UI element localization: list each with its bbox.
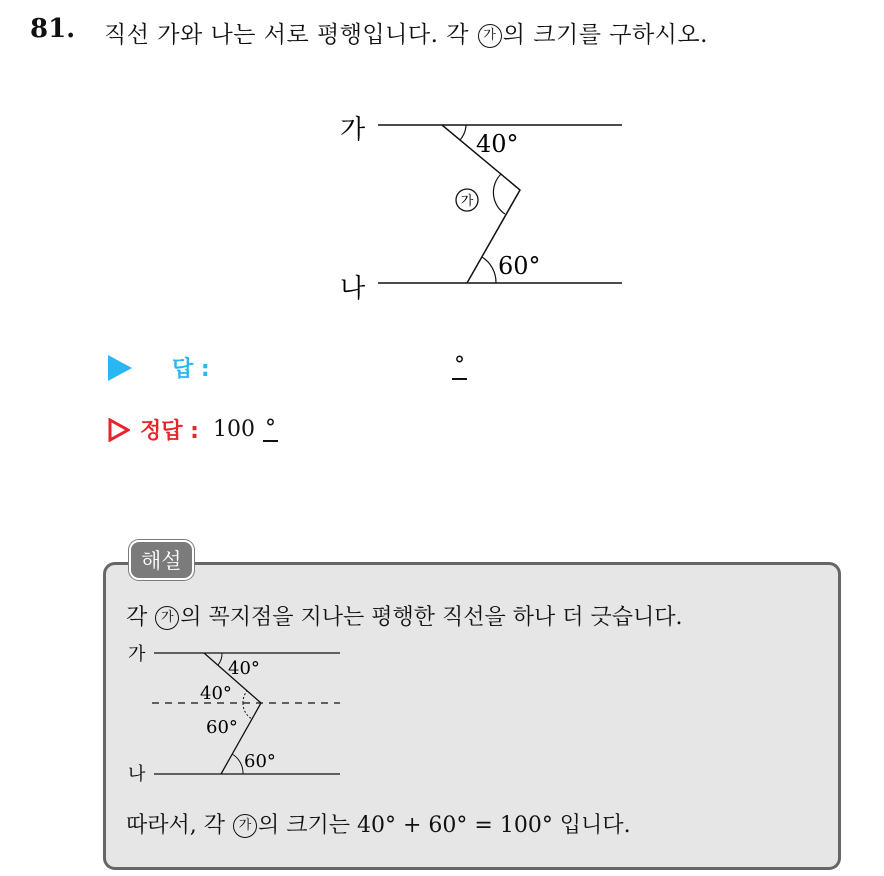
play-triangle-icon: [108, 355, 132, 381]
explanation-line-2: [126, 808, 631, 839]
line-na-label: 나: [340, 274, 366, 304]
correct-answer-degree: °: [264, 415, 276, 441]
question-text: [104, 16, 708, 49]
question-text-after: 의 크기를 구하시오.: [502, 22, 708, 48]
question-text-before: 직선 가와 나는 서로 평행입니다. 각: [104, 22, 477, 48]
circled-ga-symbol-exp1: 가: [155, 606, 179, 630]
explanation-line-1: [126, 600, 683, 631]
exp-angle-a: 40°: [228, 658, 260, 679]
answer-row: [108, 352, 210, 383]
exp-line-na-label: 나: [128, 764, 146, 785]
exp-arc-a: [218, 653, 222, 665]
circled-ga-symbol: 가: [478, 24, 502, 48]
exp-arc-b: [243, 691, 247, 703]
exp-line2-after: 의 크기는 40° + 60° = 100° 입니다.: [258, 813, 631, 838]
correct-answer-label: 정답 :: [140, 419, 199, 444]
exp-angle-d: 60°: [244, 751, 276, 772]
angle-arc-60: [482, 257, 496, 283]
exp-line1-after: 의 꼭지점을 지나는 평행한 직선을 하나 더 긋습니다.: [180, 605, 683, 630]
exp-line2-before: 따라서, 각: [126, 813, 232, 838]
parallel-lines-figure: [330, 100, 630, 310]
exp-angle-c: 60°: [206, 717, 238, 738]
exp-arc-d: [232, 754, 243, 774]
line-ga-label: 가: [340, 115, 366, 145]
answer-label: 답 :: [172, 357, 210, 382]
exp-arc-c: [243, 703, 252, 719]
angle-60-label: 60°: [498, 252, 541, 280]
unknown-angle-symbol: 가: [460, 194, 474, 209]
exp-line1-before: 각: [126, 605, 155, 630]
angle-40-label: 40°: [476, 130, 519, 158]
exp-line-ga-label: 가: [128, 644, 146, 665]
outline-triangle-icon: [108, 418, 130, 442]
circled-ga-symbol-exp2: 가: [233, 814, 257, 838]
question-number: 81.: [30, 14, 76, 44]
explanation-figure: [124, 642, 354, 792]
angle-arc-40: [460, 125, 466, 140]
correct-answer-value: 100: [212, 417, 255, 442]
correct-answer-row: [108, 414, 278, 445]
angle-arc-unknown: [493, 174, 505, 214]
answer-blank-degree[interactable]: °: [454, 353, 465, 378]
explanation-tag: 해설: [129, 540, 194, 580]
exp-angle-b: 40°: [200, 683, 232, 704]
